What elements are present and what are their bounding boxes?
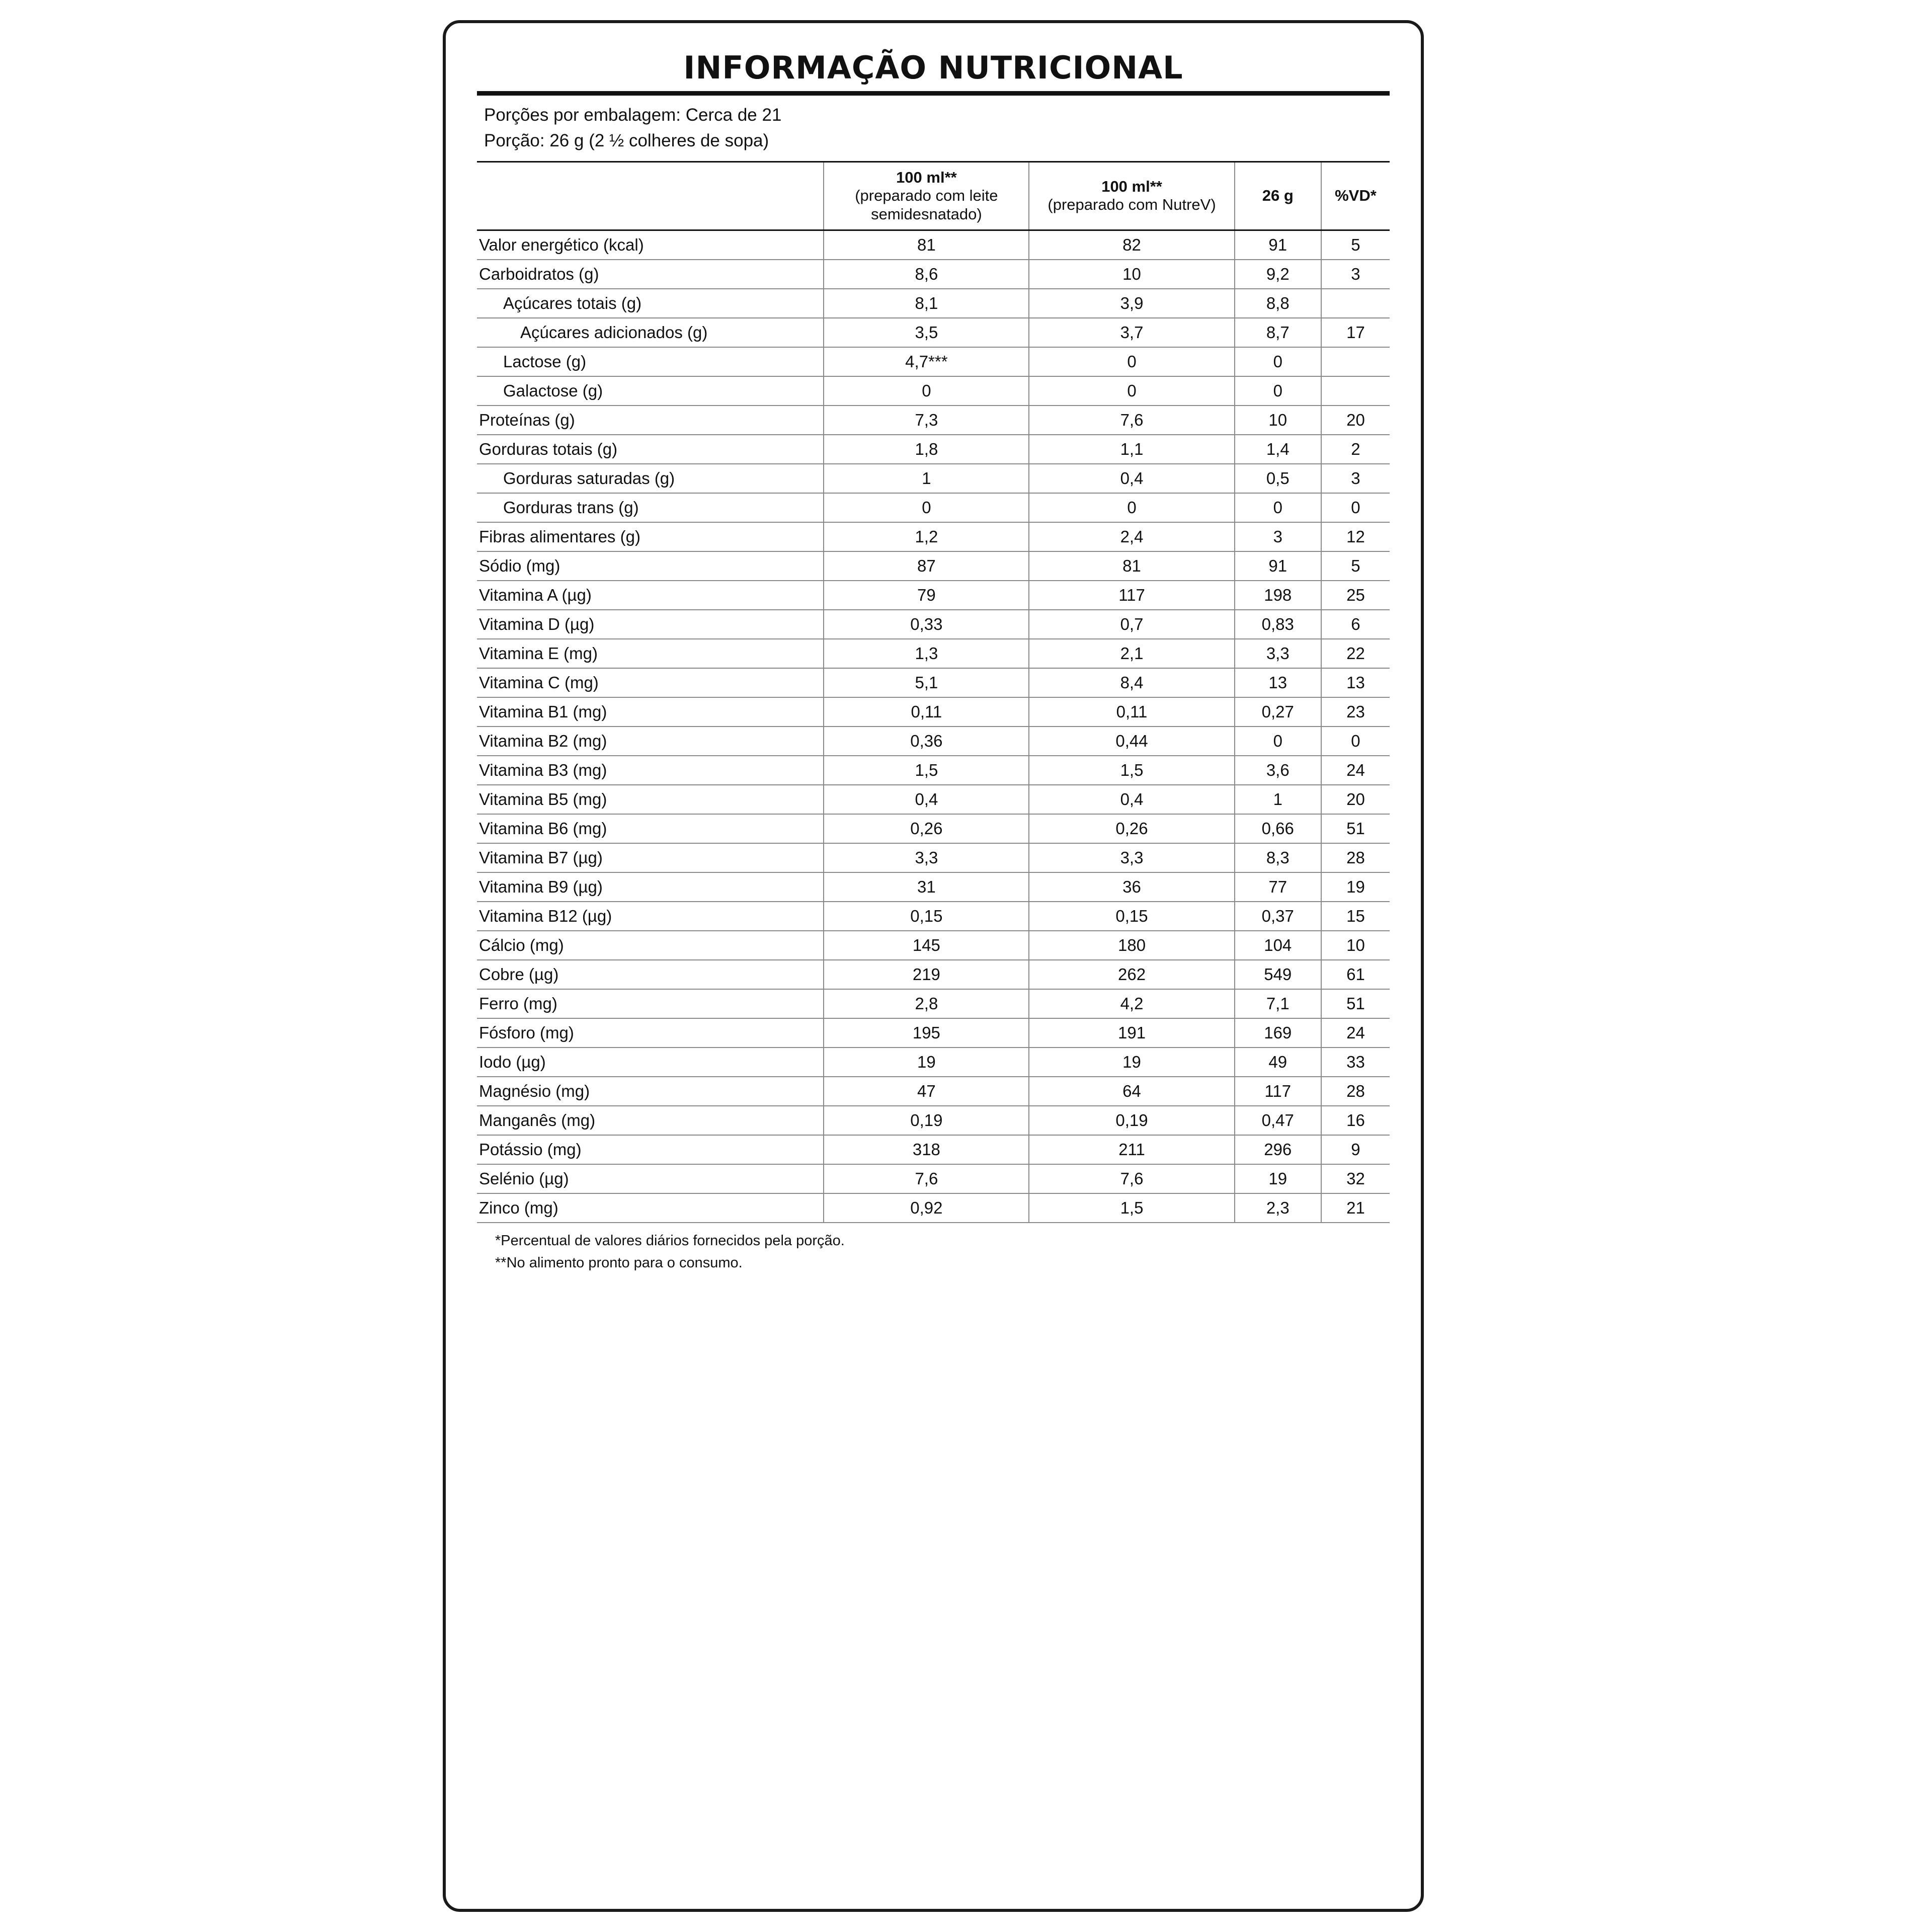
table-row <box>477 1018 1390 1048</box>
footnote-vd: *Percentual de valores diários fornecidos pela porção. <box>495 1233 845 1249</box>
nutrient-name: Sódio (mg) <box>477 551 824 581</box>
nutrient-value-c3: 0 <box>1235 493 1321 522</box>
nutrient-value-c1: 1,3 <box>824 639 1029 668</box>
nutrient-name: Vitamina C (mg) <box>477 668 824 697</box>
nutrient-value-c2: 180 <box>1029 931 1234 960</box>
table-row <box>477 522 1390 551</box>
nutrient-name: Cálcio (mg) <box>477 931 824 960</box>
nutrient-value-c1: 19 <box>824 1048 1029 1077</box>
nutrient-value-c4: 15 <box>1321 902 1390 931</box>
nutrient-value-c1: 0,11 <box>824 697 1029 727</box>
nutrient-value-c1: 2,8 <box>824 989 1029 1018</box>
nutrient-name: Lactose (g) <box>477 347 824 376</box>
nutrient-value-c4: 28 <box>1321 1077 1390 1106</box>
nutrient-value-c4 <box>1321 376 1390 406</box>
nutrient-value-c1: 1,2 <box>824 522 1029 551</box>
table-row <box>477 230 1390 260</box>
table-row <box>477 902 1390 931</box>
nutrient-value-c3: 0,5 <box>1235 464 1321 493</box>
table-row <box>477 843 1390 872</box>
nutrient-value-c1: 4,7*** <box>824 347 1029 376</box>
nutrient-value-c2: 2,1 <box>1029 639 1234 668</box>
table-row <box>477 785 1390 814</box>
nutrient-value-c1: 87 <box>824 551 1029 581</box>
nutrient-name: Vitamina A (µg) <box>477 581 824 610</box>
nutrient-value-c3: 296 <box>1235 1135 1321 1164</box>
nutrient-value-c2: 0,26 <box>1029 814 1234 843</box>
nutrient-value-c1: 219 <box>824 960 1029 989</box>
nutrient-value-c2: 82 <box>1029 230 1234 260</box>
nutrient-name: Vitamina D (µg) <box>477 610 824 639</box>
nutrient-value-c2: 0,4 <box>1029 464 1234 493</box>
nutrient-value-c3: 1,4 <box>1235 435 1321 464</box>
col-header-nutrient <box>477 162 824 230</box>
nutrient-value-c3: 13 <box>1235 668 1321 697</box>
nutrient-name: Magnésio (mg) <box>477 1077 824 1106</box>
nutrient-value-c1: 145 <box>824 931 1029 960</box>
nutrient-value-c1: 5,1 <box>824 668 1029 697</box>
nutrient-value-c2: 7,6 <box>1029 406 1234 435</box>
nutrient-name: Potássio (mg) <box>477 1135 824 1164</box>
nutrient-value-c3: 91 <box>1235 230 1321 260</box>
nutrient-value-c4: 17 <box>1321 318 1390 347</box>
table-row <box>477 551 1390 581</box>
nutrient-value-c3: 117 <box>1235 1077 1321 1106</box>
nutrient-value-c4: 12 <box>1321 522 1390 551</box>
nutrient-value-c3: 2,3 <box>1235 1193 1321 1223</box>
nutrient-value-c3: 91 <box>1235 551 1321 581</box>
nutrient-value-c2: 81 <box>1029 551 1234 581</box>
nutrient-value-c4: 5 <box>1321 230 1390 260</box>
nutrition-label-panel <box>443 20 1424 1912</box>
nutrient-name: Carboidratos (g) <box>477 260 824 289</box>
table-header-row <box>477 162 1390 230</box>
nutrient-value-c1: 1,8 <box>824 435 1029 464</box>
nutrient-value-c2: 191 <box>1029 1018 1234 1048</box>
nutrient-value-c4: 5 <box>1321 551 1390 581</box>
nutrient-name: Selénio (µg) <box>477 1164 824 1193</box>
nutrient-value-c1: 0,15 <box>824 902 1029 931</box>
nutrient-name: Zinco (mg) <box>477 1193 824 1223</box>
nutrient-name: Manganês (mg) <box>477 1106 824 1135</box>
table-row <box>477 318 1390 347</box>
table-row <box>477 814 1390 843</box>
table-row <box>477 1135 1390 1164</box>
nutrient-value-c2: 3,7 <box>1029 318 1234 347</box>
table-row <box>477 756 1390 785</box>
nutrient-value-c3: 3 <box>1235 522 1321 551</box>
nutrient-value-c1: 195 <box>824 1018 1029 1048</box>
nutrient-value-c1: 8,6 <box>824 260 1029 289</box>
nutrient-value-c3: 7,1 <box>1235 989 1321 1018</box>
nutrient-value-c2: 0,15 <box>1029 902 1234 931</box>
nutrient-value-c3: 1 <box>1235 785 1321 814</box>
nutrient-value-c1: 47 <box>824 1077 1029 1106</box>
nutrient-value-c1: 7,6 <box>824 1164 1029 1193</box>
nutrient-name: Vitamina B2 (mg) <box>477 727 824 756</box>
col-header-26g: 26 g <box>1235 162 1321 230</box>
nutrient-value-c2: 0,44 <box>1029 727 1234 756</box>
nutrient-name: Valor energético (kcal) <box>477 230 824 260</box>
nutrient-name: Proteínas (g) <box>477 406 824 435</box>
nutrient-value-c4: 51 <box>1321 814 1390 843</box>
nutrient-value-c3: 198 <box>1235 581 1321 610</box>
col-header-nutrev: 100 ml** (preparado com NutreV) <box>1029 162 1234 230</box>
nutrient-value-c3: 10 <box>1235 406 1321 435</box>
nutrient-value-c4: 20 <box>1321 406 1390 435</box>
nutrient-value-c3: 3,3 <box>1235 639 1321 668</box>
table-row <box>477 668 1390 697</box>
nutrient-value-c3: 549 <box>1235 960 1321 989</box>
table-row <box>477 1077 1390 1106</box>
nutrient-value-c1: 31 <box>824 872 1029 902</box>
nutrient-value-c4: 32 <box>1321 1164 1390 1193</box>
nutrient-name: Gorduras saturadas (g) <box>477 464 824 493</box>
table-row <box>477 639 1390 668</box>
nutrient-name: Iodo (µg) <box>477 1048 824 1077</box>
nutrient-name: Vitamina B1 (mg) <box>477 697 824 727</box>
nutrient-value-c1: 3,3 <box>824 843 1029 872</box>
nutrient-value-c2: 117 <box>1029 581 1234 610</box>
footnote-ready: **No alimento pronto para o consumo. <box>495 1254 743 1271</box>
table-row <box>477 931 1390 960</box>
nutrient-value-c2: 1,5 <box>1029 1193 1234 1223</box>
nutrient-name: Vitamina B9 (µg) <box>477 872 824 902</box>
nutrient-value-c1: 0,33 <box>824 610 1029 639</box>
nutrient-value-c4: 20 <box>1321 785 1390 814</box>
nutrient-value-c4: 3 <box>1321 260 1390 289</box>
nutrient-name: Vitamina B6 (mg) <box>477 814 824 843</box>
nutrient-value-c4: 19 <box>1321 872 1390 902</box>
nutrient-name: Cobre (µg) <box>477 960 824 989</box>
nutrient-value-c3: 0,83 <box>1235 610 1321 639</box>
nutrient-value-c2: 211 <box>1029 1135 1234 1164</box>
nutrient-value-c1: 0,92 <box>824 1193 1029 1223</box>
nutrient-value-c2: 7,6 <box>1029 1164 1234 1193</box>
nutrition-table <box>477 161 1390 1224</box>
nutrient-value-c4: 61 <box>1321 960 1390 989</box>
nutrient-value-c2: 1,1 <box>1029 435 1234 464</box>
nutrient-value-c3: 104 <box>1235 931 1321 960</box>
nutrient-value-c3: 9,2 <box>1235 260 1321 289</box>
nutrient-value-c2: 3,3 <box>1029 843 1234 872</box>
nutrient-value-c3: 77 <box>1235 872 1321 902</box>
col-header-vd: %VD* <box>1321 162 1390 230</box>
nutrient-value-c3: 0 <box>1235 347 1321 376</box>
serving-size: Porção: 26 g (2 ½ colheres de sopa) <box>484 130 769 150</box>
table-row <box>477 1193 1390 1223</box>
nutrient-name: Vitamina B5 (mg) <box>477 785 824 814</box>
table-row <box>477 872 1390 902</box>
table-row <box>477 989 1390 1018</box>
table-row <box>477 260 1390 289</box>
nutrient-value-c2: 4,2 <box>1029 989 1234 1018</box>
nutrient-name: Fibras alimentares (g) <box>477 522 824 551</box>
table-row <box>477 493 1390 522</box>
nutrient-value-c4: 13 <box>1321 668 1390 697</box>
table-row <box>477 581 1390 610</box>
nutrient-value-c2: 2,4 <box>1029 522 1234 551</box>
nutrient-value-c3: 19 <box>1235 1164 1321 1193</box>
nutrient-value-c1: 0 <box>824 376 1029 406</box>
nutrient-value-c1: 8,1 <box>824 289 1029 318</box>
nutrient-value-c3: 0 <box>1235 376 1321 406</box>
nutrient-value-c2: 3,9 <box>1029 289 1234 318</box>
nutrient-value-c2: 0,7 <box>1029 610 1234 639</box>
nutrient-value-c2: 0 <box>1029 376 1234 406</box>
nutrient-value-c2: 36 <box>1029 872 1234 902</box>
table-row <box>477 464 1390 493</box>
nutrient-name: Vitamina E (mg) <box>477 639 824 668</box>
nutrient-value-c1: 7,3 <box>824 406 1029 435</box>
table-row <box>477 1048 1390 1077</box>
nutrient-value-c4 <box>1321 289 1390 318</box>
nutrient-value-c3: 169 <box>1235 1018 1321 1048</box>
nutrient-value-c4: 22 <box>1321 639 1390 668</box>
table-row <box>477 406 1390 435</box>
nutrient-name: Vitamina B3 (mg) <box>477 756 824 785</box>
nutrient-name: Açúcares totais (g) <box>477 289 824 318</box>
nutrient-value-c2: 0,11 <box>1029 697 1234 727</box>
nutrient-name: Açúcares adicionados (g) <box>477 318 824 347</box>
nutrient-name: Vitamina B7 (µg) <box>477 843 824 872</box>
nutrient-value-c3: 49 <box>1235 1048 1321 1077</box>
table-row <box>477 347 1390 376</box>
nutrient-value-c1: 0,26 <box>824 814 1029 843</box>
nutrient-name: Fósforo (mg) <box>477 1018 824 1048</box>
nutrient-name: Ferro (mg) <box>477 989 824 1018</box>
nutrient-value-c2: 0,19 <box>1029 1106 1234 1135</box>
nutrient-value-c4: 24 <box>1321 756 1390 785</box>
nutrient-value-c3: 0 <box>1235 727 1321 756</box>
nutrient-value-c4: 51 <box>1321 989 1390 1018</box>
nutrient-value-c3: 0,47 <box>1235 1106 1321 1135</box>
table-row <box>477 697 1390 727</box>
servings-per-package: Porções por embalagem: Cerca de 21 <box>484 105 782 125</box>
nutrient-value-c3: 0,66 <box>1235 814 1321 843</box>
nutrient-value-c4: 23 <box>1321 697 1390 727</box>
nutrient-value-c1: 1 <box>824 464 1029 493</box>
title-divider <box>477 91 1390 96</box>
nutrient-value-c4 <box>1321 347 1390 376</box>
nutrient-value-c4: 24 <box>1321 1018 1390 1048</box>
table-body <box>477 230 1390 1223</box>
nutrient-value-c1: 318 <box>824 1135 1029 1164</box>
nutrient-value-c4: 2 <box>1321 435 1390 464</box>
nutrient-value-c2: 0 <box>1029 493 1234 522</box>
table-row <box>477 289 1390 318</box>
nutrient-value-c2: 19 <box>1029 1048 1234 1077</box>
nutrient-value-c3: 0,27 <box>1235 697 1321 727</box>
nutrient-value-c1: 79 <box>824 581 1029 610</box>
nutrient-value-c2: 8,4 <box>1029 668 1234 697</box>
nutrient-value-c4: 28 <box>1321 843 1390 872</box>
nutrient-value-c1: 0 <box>824 493 1029 522</box>
nutrient-value-c4: 10 <box>1321 931 1390 960</box>
nutrient-value-c3: 3,6 <box>1235 756 1321 785</box>
nutrient-value-c1: 81 <box>824 230 1029 260</box>
nutrient-value-c2: 0 <box>1029 347 1234 376</box>
nutrition-label-inner <box>446 23 1421 1909</box>
table-row <box>477 610 1390 639</box>
nutrient-value-c3: 8,7 <box>1235 318 1321 347</box>
nutrient-name: Galactose (g) <box>477 376 824 406</box>
nutrient-value-c1: 3,5 <box>824 318 1029 347</box>
nutrient-value-c3: 0,37 <box>1235 902 1321 931</box>
footnotes <box>477 1223 1390 1274</box>
nutrient-value-c1: 0,36 <box>824 727 1029 756</box>
table-row <box>477 727 1390 756</box>
nutrient-value-c4: 0 <box>1321 493 1390 522</box>
nutrient-value-c4: 9 <box>1321 1135 1390 1164</box>
nutrient-value-c4: 33 <box>1321 1048 1390 1077</box>
nutrient-name: Vitamina B12 (µg) <box>477 902 824 931</box>
page-title: INFORMAÇÃO NUTRICIONAL <box>683 49 1183 86</box>
nutrient-value-c2: 0,4 <box>1029 785 1234 814</box>
col-header-milk: 100 ml** (preparado com leite semidesnatado) <box>824 162 1029 230</box>
nutrient-value-c1: 0,19 <box>824 1106 1029 1135</box>
nutrient-value-c2: 1,5 <box>1029 756 1234 785</box>
nutrient-value-c4: 16 <box>1321 1106 1390 1135</box>
nutrient-value-c4: 25 <box>1321 581 1390 610</box>
table-row <box>477 1164 1390 1193</box>
nutrient-value-c1: 0,4 <box>824 785 1029 814</box>
table-row <box>477 1106 1390 1135</box>
table-row <box>477 435 1390 464</box>
nutrient-value-c3: 8,8 <box>1235 289 1321 318</box>
nutrient-value-c4: 0 <box>1321 727 1390 756</box>
nutrient-value-c4: 21 <box>1321 1193 1390 1223</box>
nutrient-value-c1: 1,5 <box>824 756 1029 785</box>
nutrient-name: Gorduras trans (g) <box>477 493 824 522</box>
table-row <box>477 960 1390 989</box>
serving-info <box>477 96 1390 161</box>
nutrient-value-c2: 64 <box>1029 1077 1234 1106</box>
nutrient-value-c2: 262 <box>1029 960 1234 989</box>
nutrient-value-c4: 3 <box>1321 464 1390 493</box>
nutrient-name: Gorduras totais (g) <box>477 435 824 464</box>
nutrient-value-c3: 8,3 <box>1235 843 1321 872</box>
nutrient-value-c2: 10 <box>1029 260 1234 289</box>
table-row <box>477 376 1390 406</box>
nutrient-value-c4: 6 <box>1321 610 1390 639</box>
